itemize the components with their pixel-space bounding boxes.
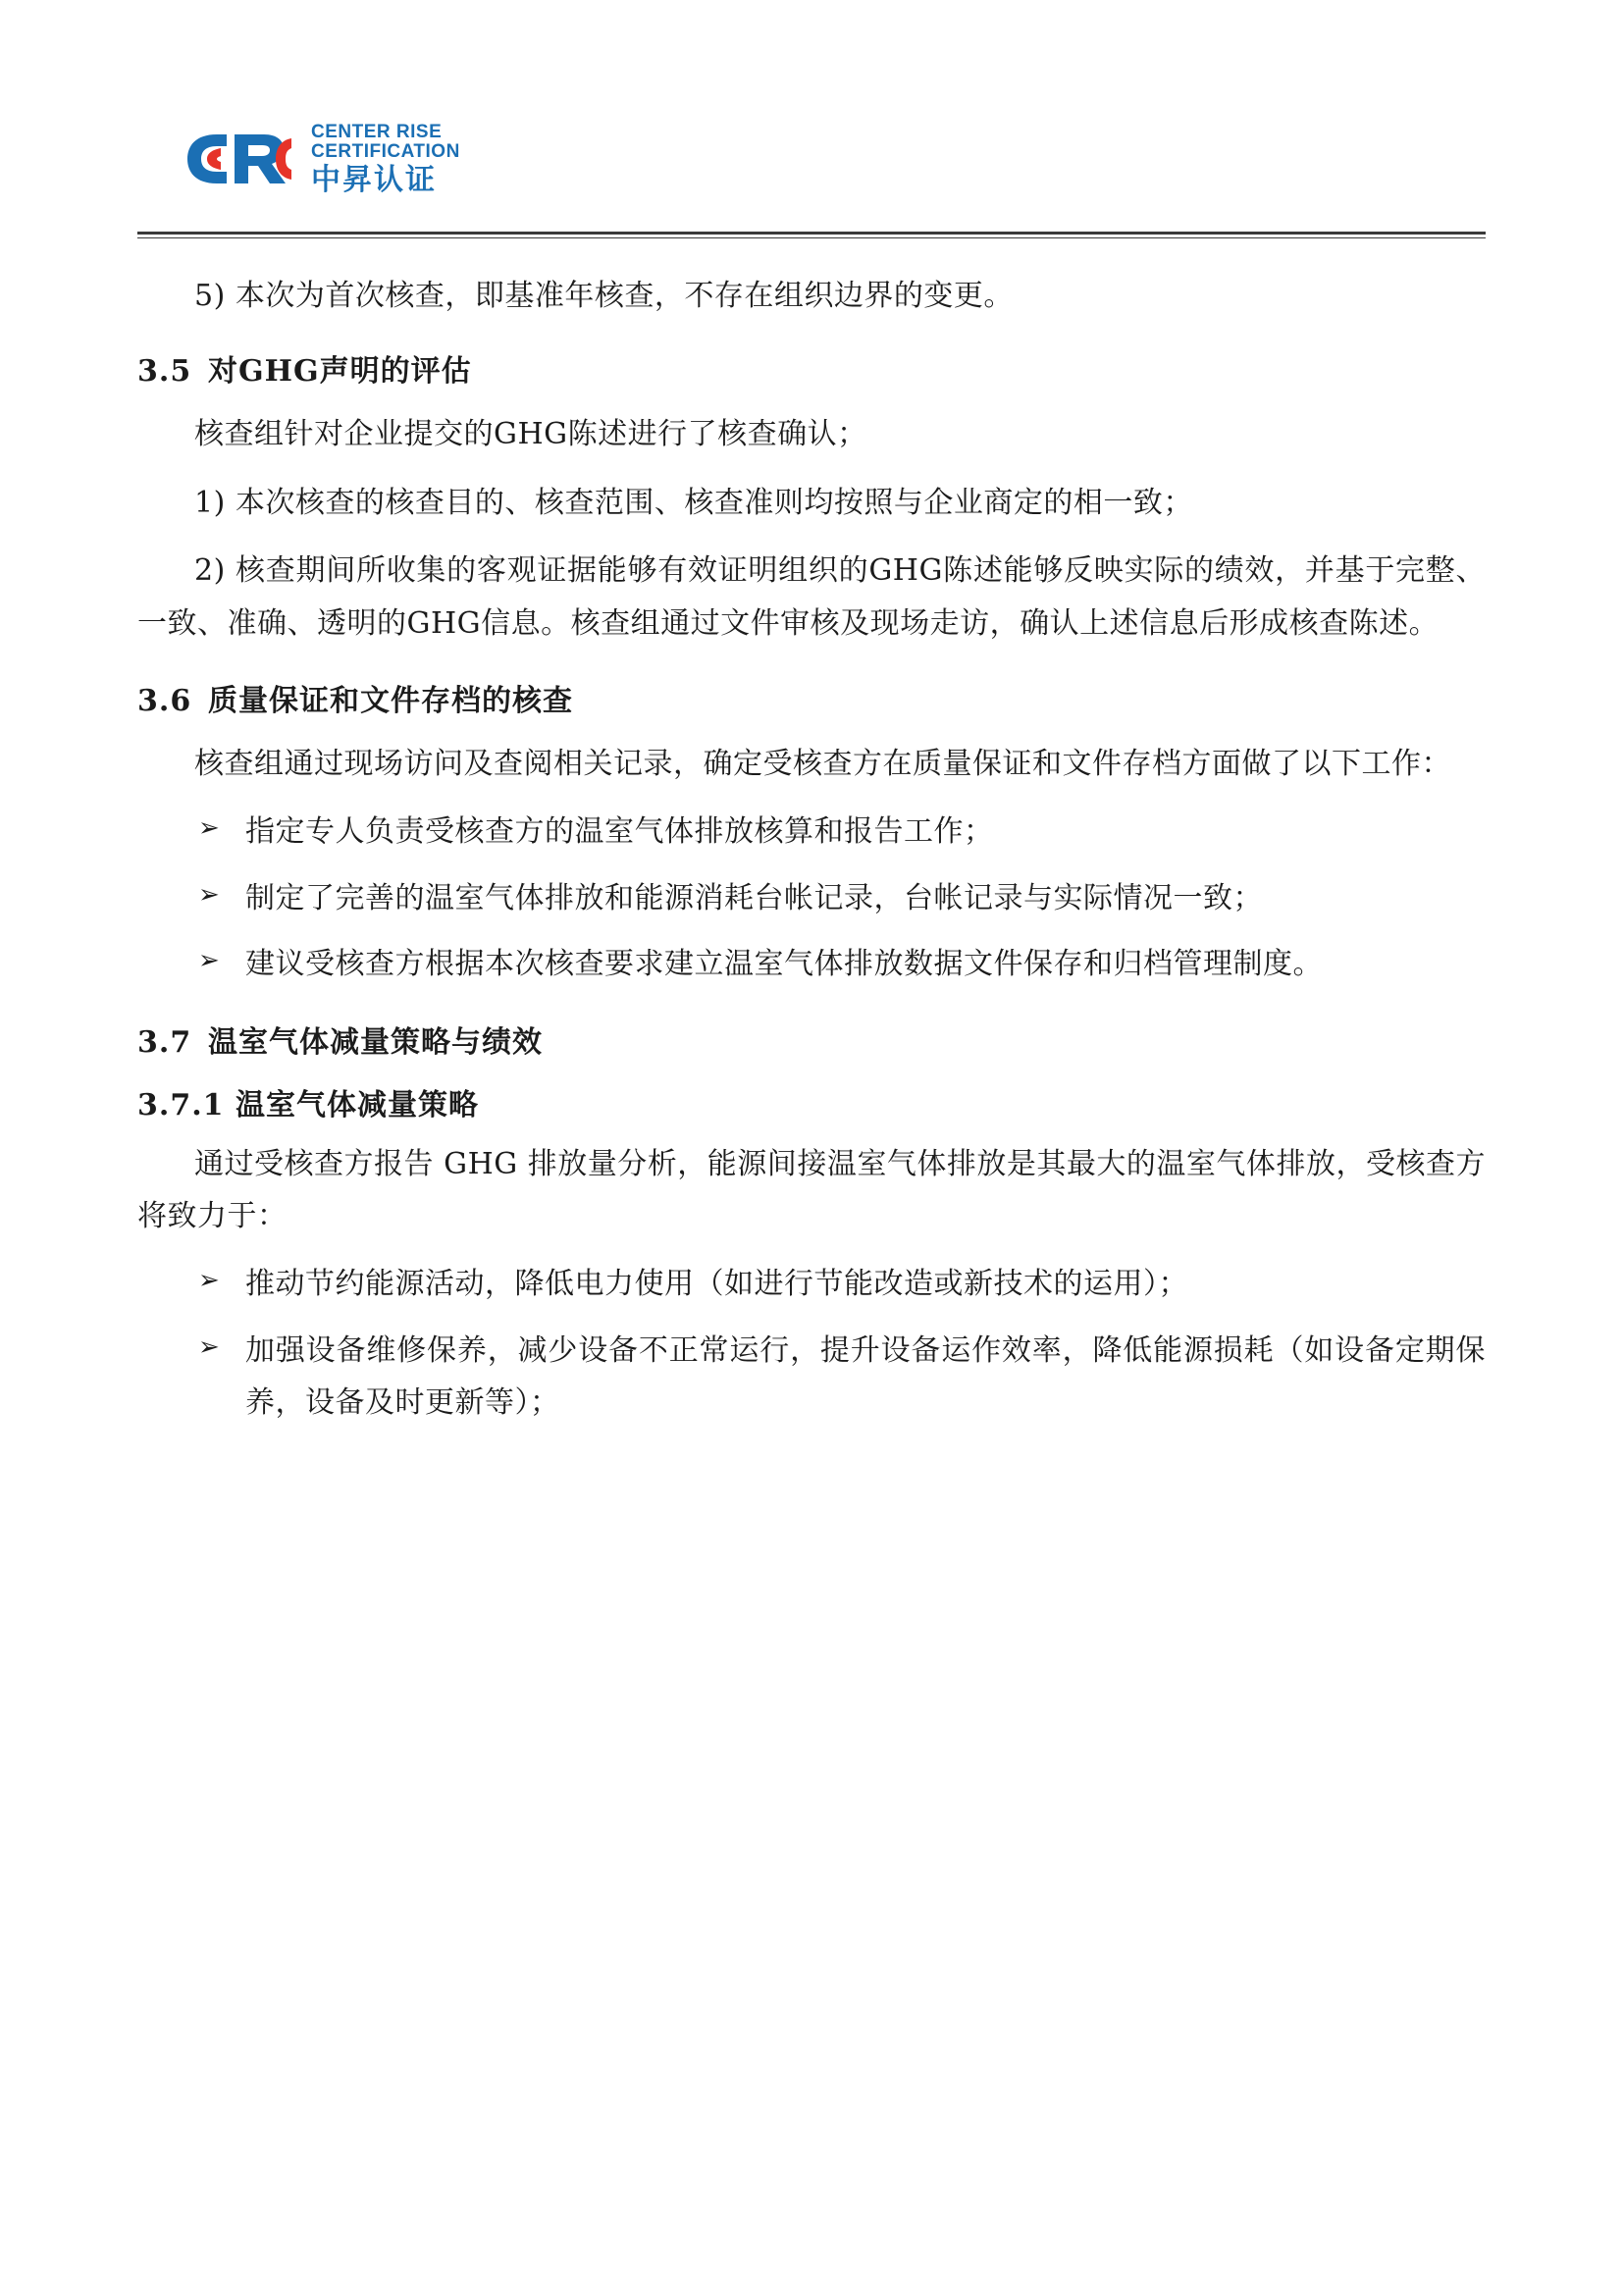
- heading-3-5-number: 3.5: [137, 354, 192, 390]
- list-item-text: 加强设备维修保养，减少设备不正常运行，提升设备运作效率，降低能源损耗（如设备定期保养，设备及时更新等）；: [245, 1332, 1486, 1421]
- heading-3-7-1-number: 3.7.1: [137, 1087, 225, 1122]
- list-item: [137, 1325, 1486, 1430]
- paragraph-item-5: 5) 本次为首次核查，即基准年核查，不存在组织边界的变更。: [194, 279, 1014, 313]
- logo-text-line1: CENTER RISE: [311, 122, 443, 142]
- arrow-bullet-icon: ➢: [198, 879, 221, 910]
- crc-logo-icon: [182, 127, 301, 191]
- list-item-text: 推动节约能源活动，降低电力使用（如进行节能改造或新技术的运用）；: [245, 1267, 1188, 1302]
- list-item-text: 制定了完善的温室气体排放和能源消耗台帐记录，台帐记录与实际情况一致；: [245, 880, 1263, 915]
- logo-text-line2: CERTIFICATION: [311, 140, 460, 162]
- company-logo: [182, 123, 460, 195]
- bullet-list-3-7-1: [137, 1258, 1486, 1429]
- paragraph-3-7-1: 通过受核查方报告 GHG 排放量分析，能源间接温室气体排放是其最大的温室气体排放，受核查方将致力于：: [137, 1146, 1486, 1233]
- heading-3-5: [137, 345, 1486, 398]
- paragraph-3-5-3: 2) 核查期间所收集的客观证据能够有效证明组织的GHG陈述能够反映实际的绩效，并基于完整、一致、准确、透明的GHG信息。核查组通过文件审核及现场走访，确认上述信息后形成核查陈述。: [137, 553, 1486, 641]
- list-item-text: 建议受核查方根据本次核查要求建立温室气体排放数据文件保存和归档管理制度。: [245, 947, 1323, 982]
- arrow-bullet-icon: ➢: [198, 1266, 221, 1296]
- heading-3-7: [137, 1017, 1486, 1070]
- arrow-bullet-icon: ➢: [198, 946, 221, 976]
- document-body: [137, 270, 1486, 1442]
- heading-3-7-title: 温室气体减量策略与绩效: [208, 1024, 543, 1060]
- heading-3-7-1-title: 温室气体减量策略: [236, 1087, 479, 1122]
- list-item: [137, 872, 1486, 924]
- list-item: [137, 806, 1486, 858]
- heading-3-7-1: [137, 1079, 1486, 1132]
- heading-3-6-title: 质量保证和文件存档的核查: [208, 683, 573, 718]
- heading-3-6-number: 3.6: [137, 683, 192, 718]
- page-header: [0, 0, 1623, 245]
- arrow-bullet-icon: ➢: [198, 813, 221, 844]
- list-item: [137, 1258, 1486, 1310]
- paragraph-3-6: 核查组通过现场访问及查阅相关记录，确定受核查方在质量保证和文件存档方面做了以下工作：: [194, 746, 1451, 781]
- header-divider: [137, 232, 1486, 238]
- bullet-list-3-6: [137, 806, 1486, 990]
- arrow-bullet-icon: ➢: [198, 1331, 221, 1362]
- list-item: [137, 938, 1486, 990]
- heading-3-7-number: 3.7: [137, 1024, 192, 1060]
- heading-3-6: [137, 675, 1486, 728]
- heading-3-5-title: 对GHG声明的评估: [208, 354, 472, 390]
- paragraph-3-5-1: 核查组针对企业提交的GHG陈述进行了核查确认；: [194, 417, 867, 452]
- logo-text-chinese: 中昇认证: [311, 163, 437, 196]
- list-item-text: 指定专人负责受核查方的温室气体排放核算和报告工作；: [245, 814, 994, 850]
- paragraph-3-5-2: 1) 本次核查的核查目的、核查范围、核查准则均按照与企业商定的相一致；: [194, 485, 1193, 520]
